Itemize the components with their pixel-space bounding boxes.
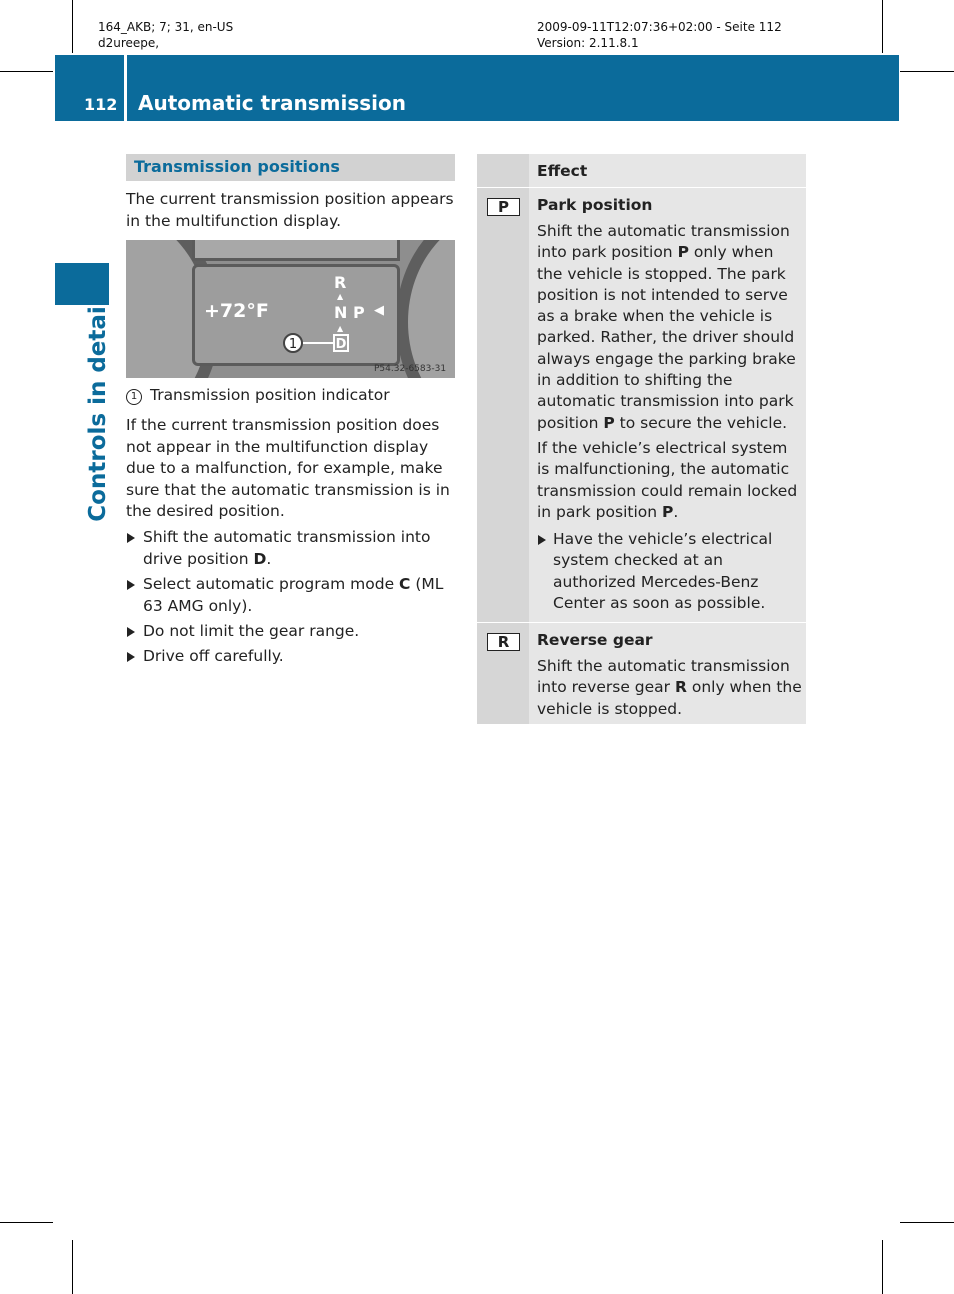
page-title: Automatic transmission (138, 91, 406, 115)
malfunction-paragraph: If the current transmission position does not appear in the multifunction display due to a malfunction, for example, make sure that the automatic transmission is in the desired position. (126, 416, 450, 520)
crop-mark (0, 1222, 53, 1223)
step-item (126, 527, 461, 570)
crop-mark (72, 0, 73, 53)
row-bold: R (674, 678, 687, 697)
figure-gear-r: R (334, 273, 347, 292)
header-separator (124, 55, 127, 121)
crop-mark (900, 1222, 954, 1223)
callout-line (303, 342, 333, 344)
side-tab-label: Controls in detail (85, 298, 111, 522)
gauge-right (396, 240, 455, 378)
step-arrow-icon (127, 580, 135, 590)
intro-paragraph: The current transmission position appears in the multifunction display. (126, 190, 454, 230)
caption-marker: 1 (126, 389, 142, 405)
row-text: Shift the automatic transmission into park position (537, 222, 790, 262)
up-arrow-icon: ▲ (337, 324, 344, 333)
table-header-row (477, 154, 806, 187)
row-title: Reverse gear (537, 631, 653, 649)
table-header-effect: Effect (537, 162, 588, 180)
row-bold: P (677, 243, 689, 262)
row-title: Park position (537, 196, 653, 214)
left-arrow-icon: ◀ (374, 303, 384, 318)
step-arrow-icon (127, 533, 135, 543)
step-text-end: (ML 63 AMG only). (143, 575, 444, 615)
position-key-r: R (487, 633, 520, 651)
table-key-cell (477, 154, 529, 187)
callout-marker: 1 (283, 333, 303, 353)
step-text: Shift the automatic transmission into drive position (143, 528, 431, 568)
figure-temperature: +72°F (204, 300, 269, 322)
step-arrow-icon (127, 652, 135, 662)
section-heading: Transmission positions (126, 154, 455, 181)
print-meta-right (537, 19, 782, 51)
crop-mark (900, 71, 954, 72)
step-text: Drive off carefully. (143, 647, 284, 665)
table-key-cell (477, 188, 529, 622)
figure-caption (126, 385, 461, 407)
print-meta-left (98, 19, 233, 51)
page-number: 112 (84, 95, 118, 114)
up-arrow-icon: ▲ (337, 292, 344, 301)
crop-mark (0, 71, 53, 72)
step-text: Do not limit the gear range. (143, 622, 360, 640)
print-meta-right-line1: 2009-09-11T12:07:36+02:00 - Seite 112 (537, 20, 782, 34)
crop-mark (72, 1240, 73, 1294)
print-meta-right-line2: Version: 2.11.8.1 (537, 36, 639, 50)
crop-mark (882, 0, 883, 53)
figure-code: P54.32-6583-31 (374, 364, 447, 374)
row-paragraph (537, 221, 803, 434)
print-meta-left-line1: 164_AKB; 7; 31, en-US (98, 20, 234, 34)
row-text: only when the vehicle is stopped. The park position is not intended to serve as a brake when the vehicle is parked. Rather, the driver should always engage the parking brake in addition to shifting the automatic transmission into park position (537, 243, 796, 432)
position-key-p: P (487, 198, 520, 216)
step-bold: D (253, 549, 267, 568)
table-row (477, 623, 806, 724)
row-paragraph (537, 438, 803, 523)
step-bold: C (399, 575, 411, 593)
row-text: If the vehicle’s electrical system is malfunctioning, the automatic transmission could remain locked in park position (537, 439, 798, 521)
row-step-text: Have the vehicle’s electrical system checked at an authorized Mercedes-Benz Center as soon as possible. (553, 530, 773, 612)
step-arrow-icon (538, 535, 546, 545)
table-row (477, 188, 806, 622)
step-item (126, 621, 461, 643)
row-text: only when the vehicle is stopped. (537, 678, 802, 718)
row-step (537, 529, 803, 614)
row-bold: P (662, 502, 674, 521)
print-meta-left-line2: d2ureepe, (98, 36, 160, 50)
multifunction-display-figure (126, 240, 455, 378)
step-arrow-icon (127, 627, 135, 637)
step-item (126, 574, 461, 617)
step-text: Select automatic program mode (143, 575, 400, 593)
caption-text: Transmission position indicator (150, 386, 390, 404)
figure-gear-np: N P (334, 303, 365, 322)
row-paragraph (537, 656, 803, 720)
row-text: Shift the automatic transmission into reverse gear (537, 657, 790, 697)
display-upper-panel (192, 240, 400, 261)
row-text: to secure the vehicle. (614, 413, 788, 432)
figure-gear-d: D (333, 334, 349, 352)
row-text: . (673, 502, 679, 521)
step-item (126, 646, 461, 668)
crop-mark (882, 1240, 883, 1294)
row-bold: P (603, 413, 615, 432)
step-text-end: . (266, 549, 272, 568)
